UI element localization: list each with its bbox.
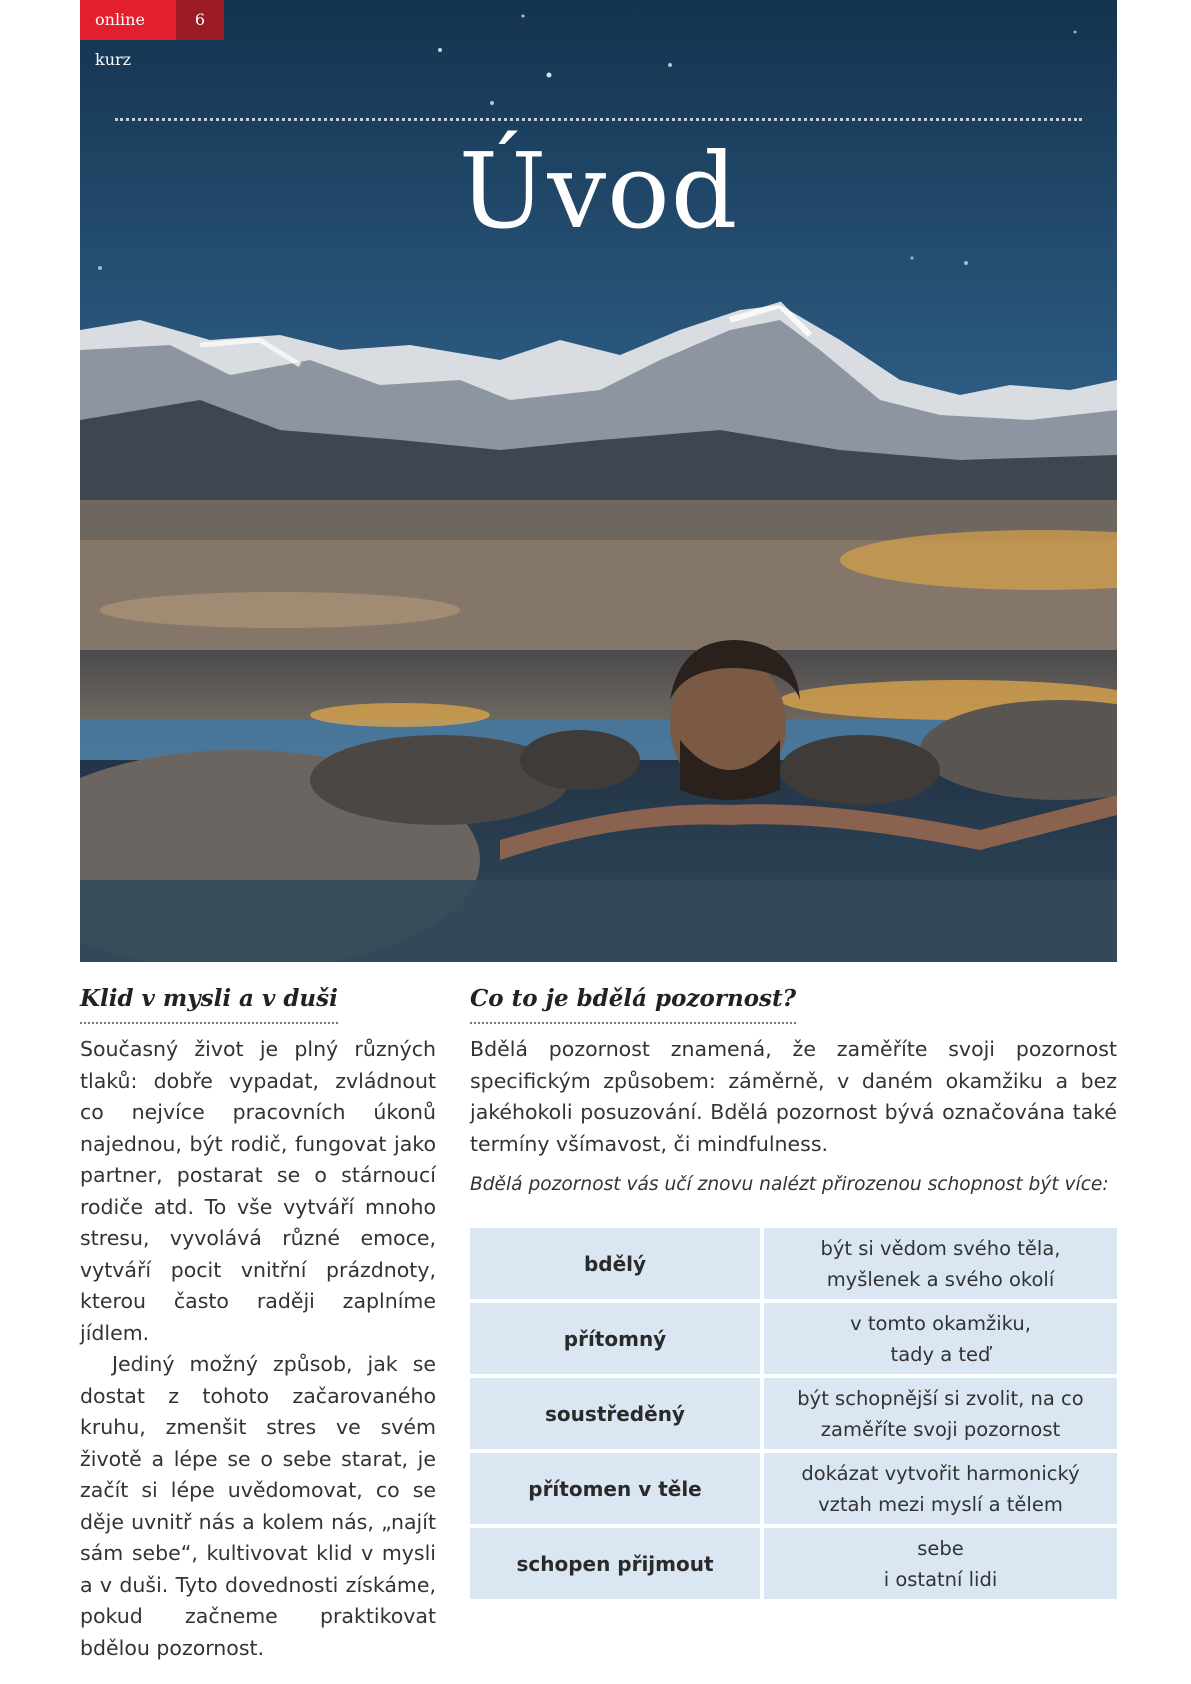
page-number: 6 [176, 0, 224, 40]
mindfulness-paragraph: Bdělá pozornost znamená, že zaměříte svoji pozornost specifickým způsobem: záměrně, v daném okamžiku a bez jakéhokoli posuzování. Bdělá pozornost bývá označována také termíny všímavost, či mindfulness. [470, 1037, 1117, 1156]
section-title-mindfulness: Co to je bdělá pozornost? [470, 985, 796, 1024]
table-row [470, 1228, 1117, 1299]
table-description: dokázat vytvořit harmonický vztah mezi myslí a tělem [764, 1453, 1117, 1524]
section-title-calm: Klid v mysli a v duši [80, 985, 338, 1024]
table-row [470, 1378, 1117, 1449]
left-column [80, 985, 436, 1664]
table-term: bdělý [470, 1228, 760, 1299]
right-column [470, 985, 1117, 1195]
paragraph-2: Jediný možný způsob, jak se dostat z tohoto začarovaného kruhu, zmenšit stres ve svém životě a lépe se o sebe starat, je začít si lépe uvědomovat, co se děje uvnitř nás a kolem nás, „najít sám sebe“, kultivovat klid v mysli a v duši. Tyto dovednosti získáme, pokud začneme praktikovat bdělou pozornost. [80, 1352, 436, 1660]
table-row [470, 1453, 1117, 1524]
table-row [470, 1303, 1117, 1374]
table-row [470, 1528, 1117, 1599]
page-title: Úvod [458, 130, 739, 252]
table-term: přítomný [470, 1303, 760, 1374]
table-term: přítomen v těle [470, 1453, 760, 1524]
table-term: soustředěný [470, 1378, 760, 1449]
paragraph-1: Současný život je plný různých tlaků: dobře vypadat, zvládnout co nejvíce pracovních úkonů najednou, být rodič, fungovat jako partner, postarat se o stárnoucí rodiče atd. To vše vytváří mnoho stresu, vyvolává různé emoce, vytváří pocit vnitřní prázdnoty, kterou často raději zaplníme jídlem. [80, 1037, 436, 1345]
table-term: schopen přijmout [470, 1528, 760, 1599]
table-description: v tomto okamžiku, tady a teď [764, 1303, 1117, 1374]
table-description: být schopnější si zvolit, na co zaměříte svoji pozornost [764, 1378, 1117, 1449]
header-tab [80, 0, 224, 69]
hero-image [80, 0, 1117, 962]
qualities-table [470, 1228, 1117, 1603]
table-description: být si vědom svého těla, myšlenek a svého okolí [764, 1228, 1117, 1299]
title-dotted-rule [115, 118, 1082, 121]
table-lead: Bdělá pozornost vás učí znovu nalézt přirozenou schopnost být více: [470, 1174, 1109, 1195]
course-label: online kurz [80, 0, 176, 40]
table-description: sebe i ostatní lidi [764, 1528, 1117, 1599]
